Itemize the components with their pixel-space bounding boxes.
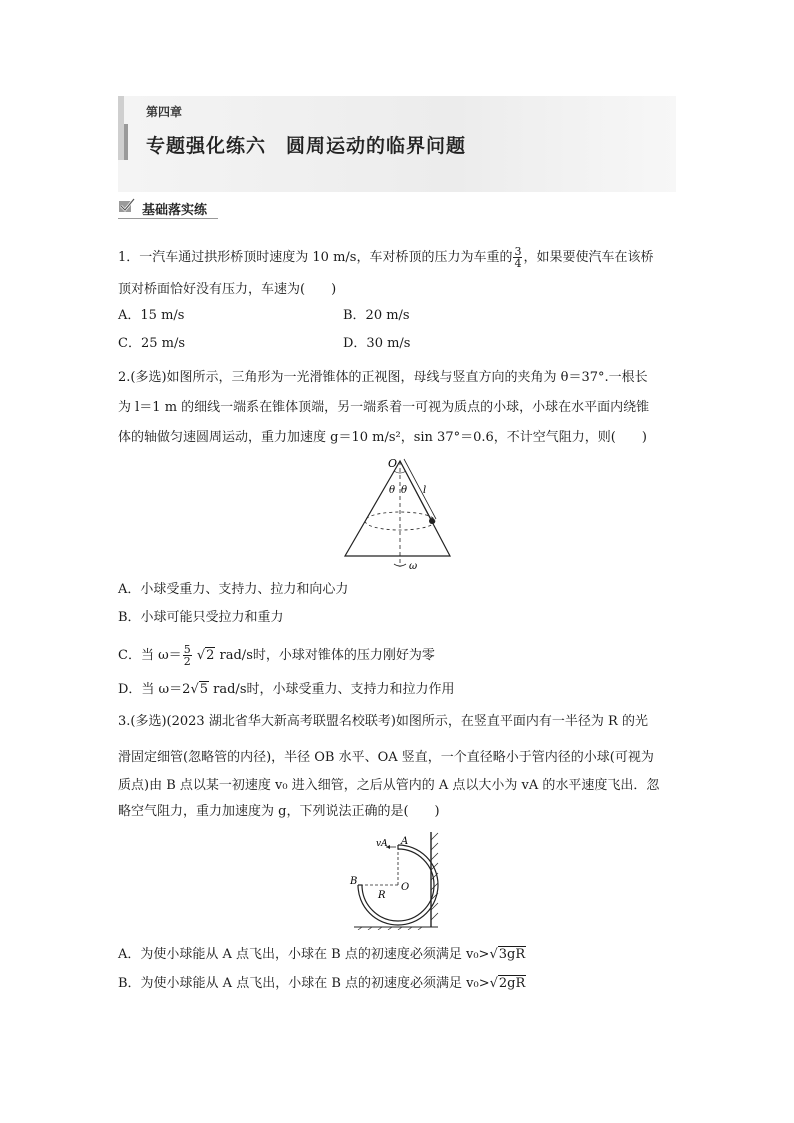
q1-option-c: C．25 m/s: [118, 336, 185, 351]
rotation-arrow: [394, 564, 406, 566]
label-a: A: [401, 836, 409, 847]
section-heading: [118, 198, 207, 218]
cone-outline: [345, 461, 450, 556]
q1-fraction: $\frac{3}{4}$: [514, 245, 522, 270]
label-theta-2: θ: [401, 485, 408, 496]
q2-option-c: C．当 ω＝ $\frac{5}{2}$ √2 rad/s时，小球对锥体的压力刚好为零: [118, 643, 435, 668]
q1-option-d: D．30 m/s: [343, 336, 411, 351]
label-b: B: [350, 876, 358, 887]
q2-option-a: A．小球受重力、支持力、拉力和向心力: [118, 582, 349, 597]
tube-figure: [348, 830, 448, 930]
q3-line-3: 质点)由 B 点以某一初速度 v₀ 进入细管，之后从管内的 A 点以大小为 vA 的水平速度飞出．忽: [118, 778, 660, 793]
label-l: l: [423, 485, 427, 496]
cone-figure: [340, 455, 460, 575]
label-o: O: [401, 882, 410, 893]
q1-line-2: 顶对桥面恰好没有压力，车速为( ): [118, 282, 337, 297]
header-accent-bar: [124, 124, 128, 160]
q2-option-b: B．小球可能只受拉力和重力: [118, 610, 284, 625]
page-title: 专题强化练六 圆周运动的临界问题: [146, 135, 467, 157]
label-o: O: [388, 457, 398, 470]
q2-line-2: 为 l＝1 m 的细线一端系在锥体顶端，另一端系着一可视为质点的小球，小球在水平面内绕锥: [118, 400, 650, 415]
q1-line-1: 1．一汽车通过拱形桥顶时速度为 10 m/s，车对桥顶的压力为车重的 $\frac{3}{4}$ ，如果要使汽车在该桥: [118, 245, 654, 270]
q2-line-3: 体的轴做匀速圆周运动，重力加速度 g＝10 m/s²，sin 37°＝0.6，不计空气阻力，则( ): [118, 430, 647, 445]
label-va: vA: [376, 839, 388, 849]
section-underline: [118, 218, 218, 219]
q3-line-2: 滑固定细管(忽略管的内径)，半径 OB 水平、OA 竖直，一个直径略小于管内径的小球(可视为: [118, 750, 654, 765]
checkbox-icon: [118, 198, 136, 218]
q2-line-1: 2.(多选)如图所示，三角形为一光滑锥体的正视图，母线与竖直方向的夹角为 θ＝37°.一根长: [118, 370, 648, 385]
q1-option-a: A．15 m/s: [118, 308, 185, 323]
chapter-label: 第四章: [146, 105, 183, 119]
label-omega: ω: [409, 561, 418, 572]
q2-option-c-fraction: $\frac{5}{2}$: [183, 643, 191, 668]
q3-option-b: B．为使小球能从 A 点飞出，小球在 B 点的初速度必须满足 v₀>√2gR: [118, 976, 526, 991]
q2-option-d: D．当 ω＝2√5 rad/s时，小球受重力、支持力和拉力作用: [118, 682, 455, 697]
q3-line-4: 略空气阻力，重力加速度为 g，下列说法正确的是( ): [118, 804, 440, 819]
q3-option-a: A．为使小球能从 A 点飞出，小球在 B 点的初速度必须满足 v₀>√3gR: [118, 947, 526, 962]
ball: [429, 518, 435, 524]
q1-option-b: B．20 m/s: [343, 308, 410, 323]
label-theta-1: θ: [389, 485, 396, 496]
section-label: 基础落实练: [142, 202, 208, 218]
label-r: R: [378, 890, 386, 901]
q3-line-1: 3.(多选)(2023 湖北省华大新高考联盟名校联考)如图所示，在竖直平面内有一半径为 R 的光: [118, 714, 648, 729]
length-mark: [404, 459, 436, 519]
